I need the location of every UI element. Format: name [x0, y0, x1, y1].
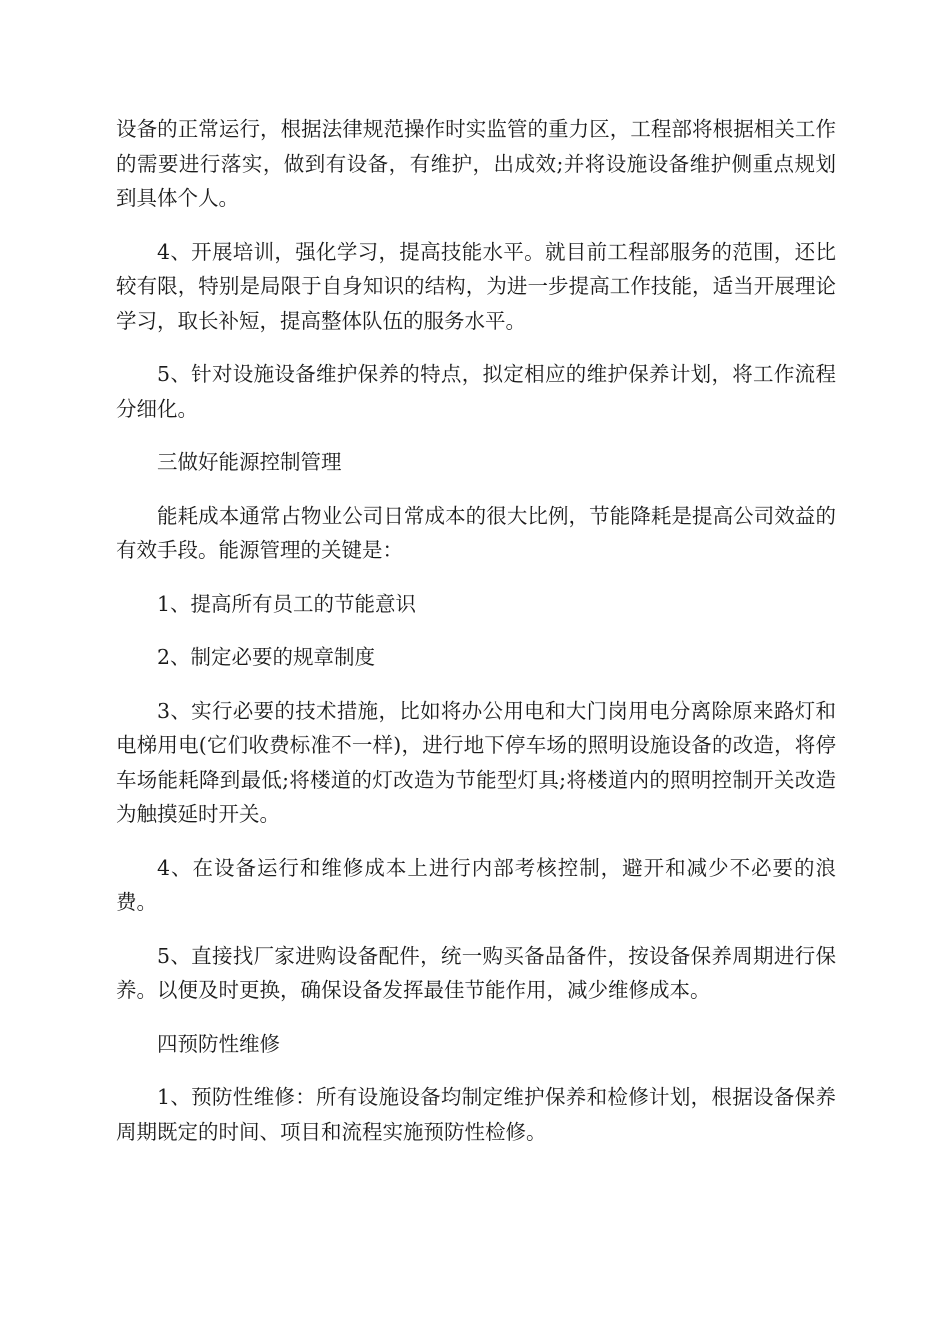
section-heading-preventive: 四预防性维修 [157, 1031, 280, 1056]
paragraph-9: 4、在设备运行和维修成本上进行内部考核控制，避开和减少不必要的浪费。 [116, 855, 836, 914]
document-body [116, 112, 836, 1168]
paragraph-8: 3、实行必要的技术措施，比如将办公用电和大门岗用电分离除原来路灯和电梯用电(它们收费标准不一样)，进行地下停车场的照明设施设备的改造，将停车场能耗降到最低;将楼道的灯改造为节能型灯具;将楼道内的照明控制开关改造为触摸延时开关。 [116, 698, 836, 826]
paragraph-3: 5、针对设施设备维护保养的特点，拟定相应的维护保养计划，将工作流程分细化。 [116, 362, 836, 421]
paragraph-10: 5、直接找厂家进购设备配件，统一购买备品备件，按设备保养周期进行保养。以便及时更换，确保设备发挥最佳节能作用，减少维修成本。 [116, 943, 836, 1002]
paragraph-2: 4、开展培训，强化学习，提高技能水平。就目前工程部服务的范围，还比较有限，特别是局限于自身知识的结构，为进一步提高工作技能，适当开展理论学习，取长补短，提高整体队伍的服务水平。 [116, 239, 836, 333]
paragraph-1: 设备的正常运行，根据法律规范操作时实监管的重力区，工程部将根据相关工作的需要进行落实，做到有设备，有维护，出成效;并将设施设备维护侧重点规划到具体个人。 [116, 117, 836, 210]
paragraph-12: 1、预防性维修：所有设施设备均制定维护保养和检修计划，根据设备保养周期既定的时间、项目和流程实施预防性检修。 [116, 1085, 836, 1144]
section-heading-energy: 三做好能源控制管理 [157, 450, 342, 474]
paragraph-7: 2、制定必要的规章制度 [157, 645, 376, 669]
paragraph-5: 能耗成本通常占物业公司日常成本的很大比例，节能降耗是提高公司效益的有效手段。能源管理的关键是： [116, 503, 836, 562]
paragraph-6: 1、提高所有员工的节能意识 [157, 591, 417, 616]
